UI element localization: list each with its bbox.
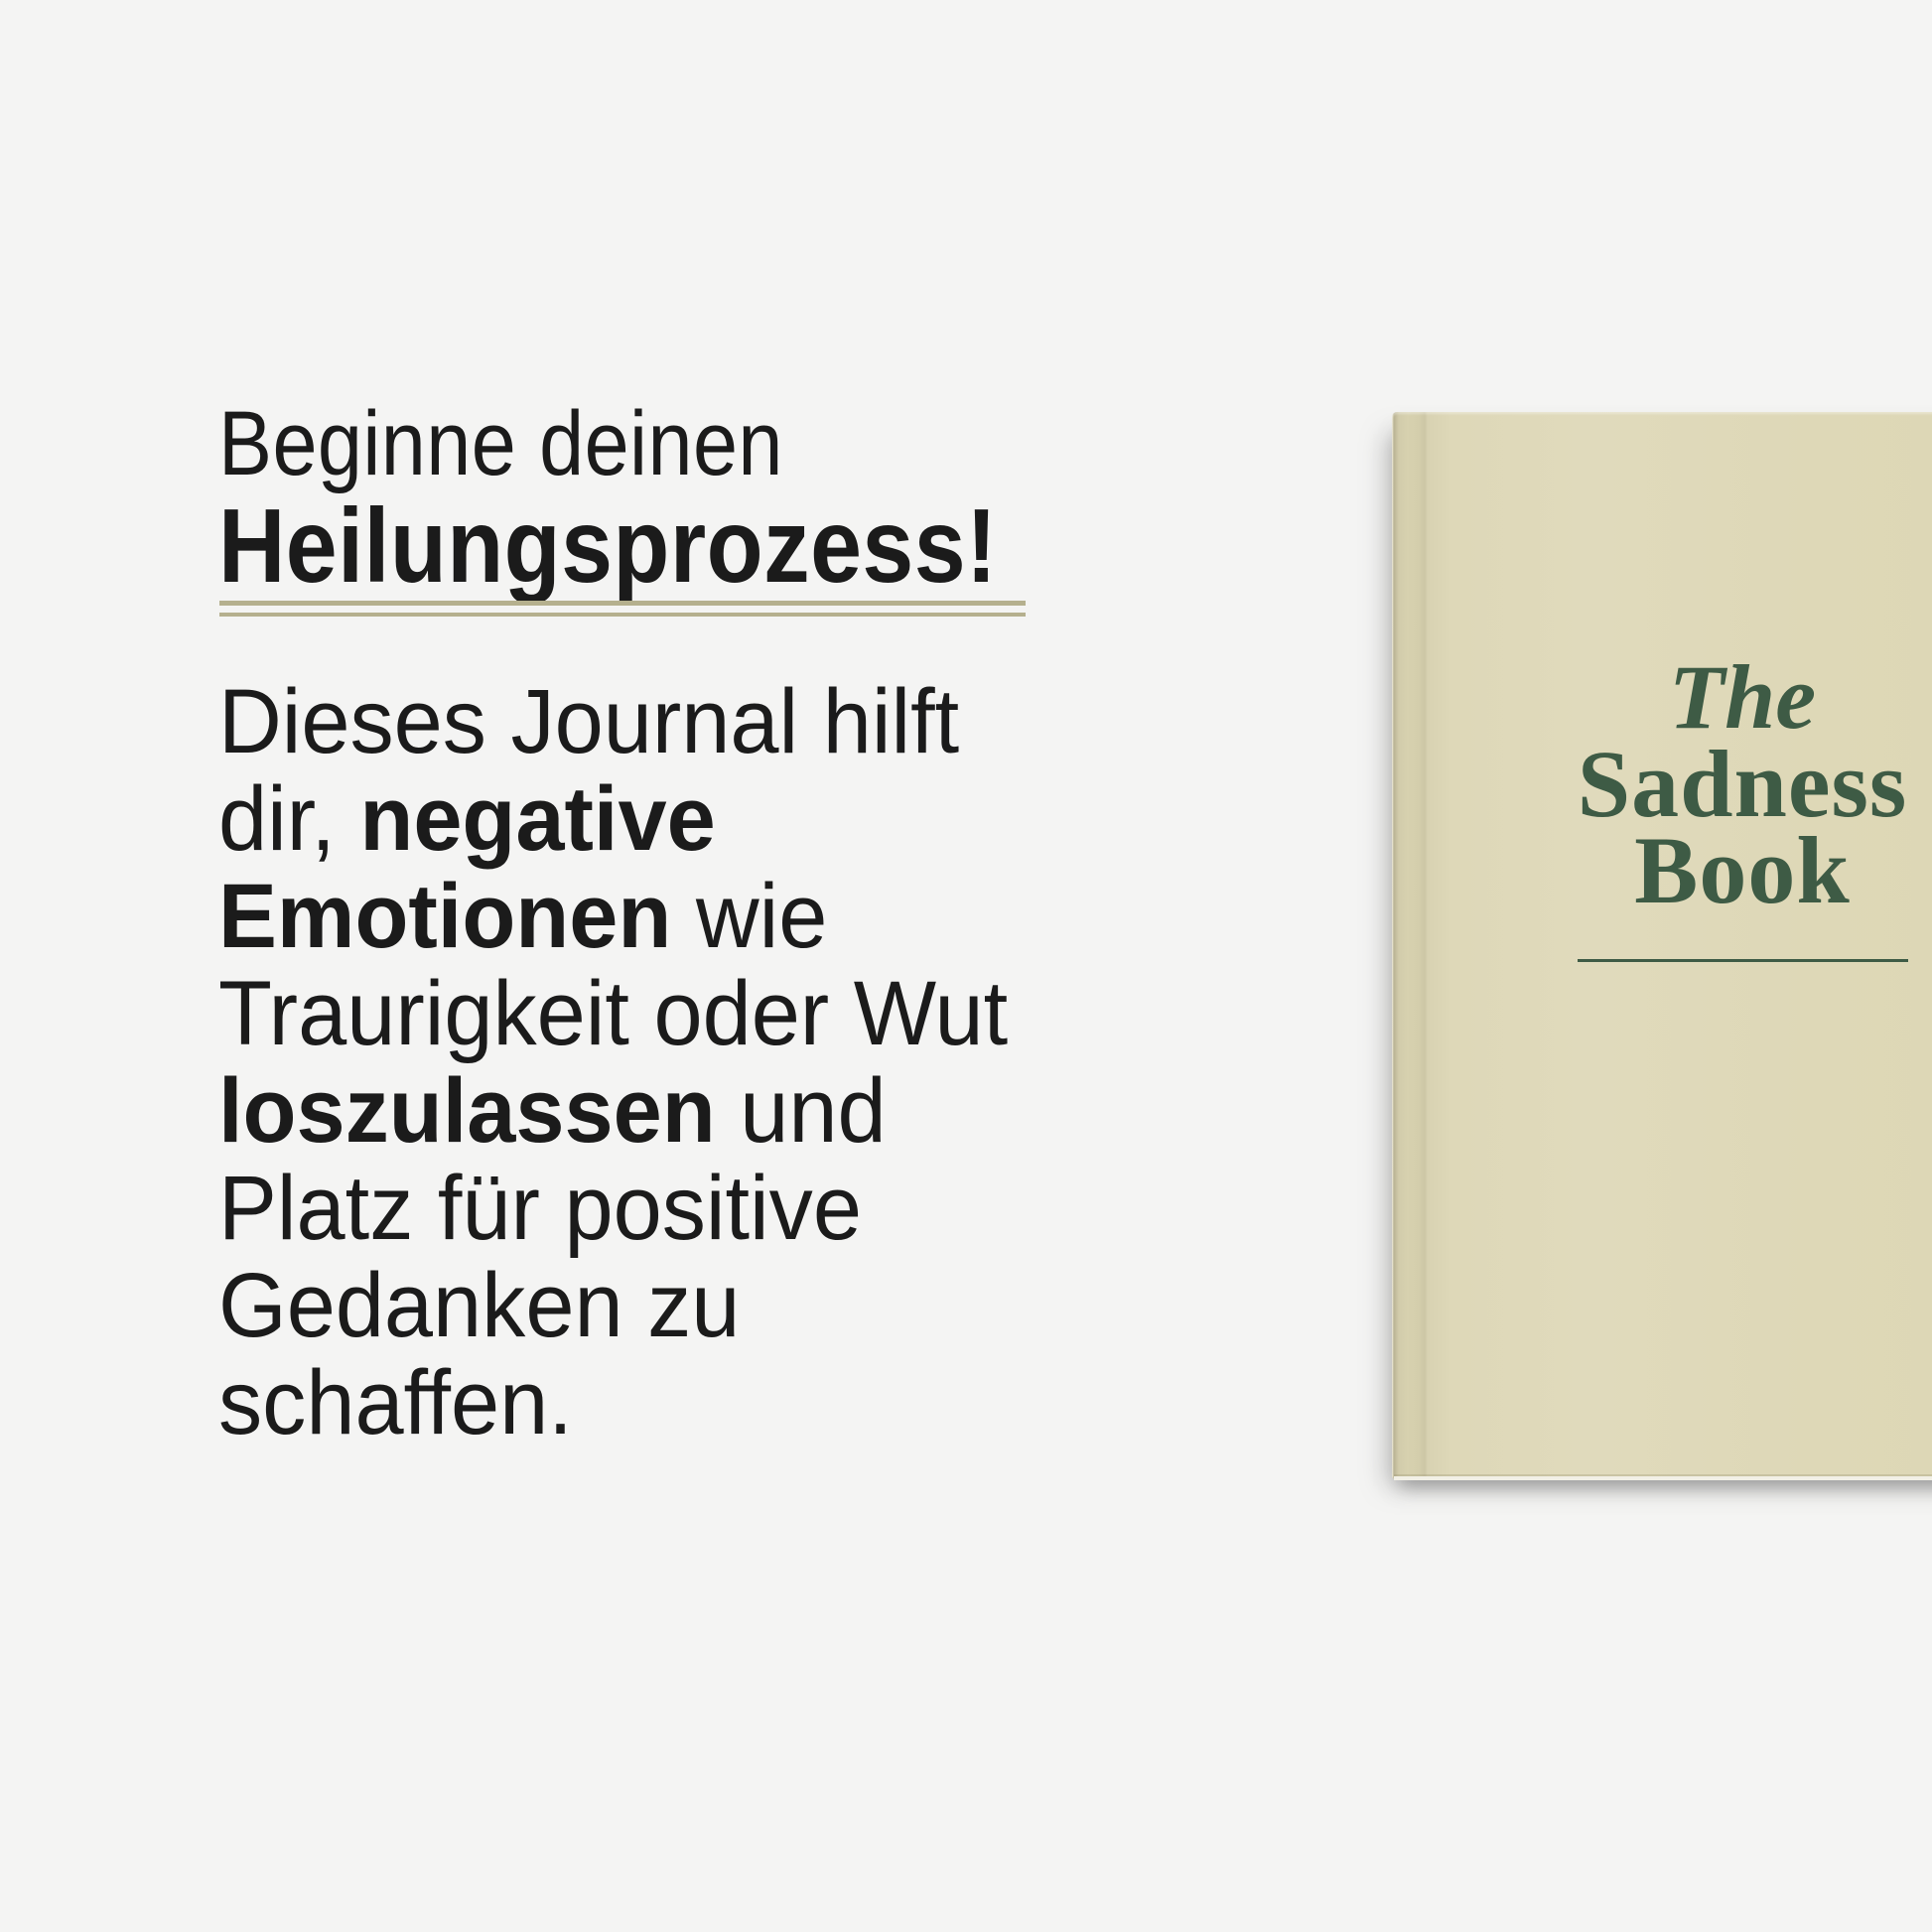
headline-line-2: Heilungsprozess! (218, 487, 998, 605)
headline (218, 393, 998, 605)
body-segment: und (715, 1060, 887, 1162)
book-page-edge (1394, 1476, 1932, 1480)
headline-line-1: Beginne deinen (218, 393, 783, 494)
book-cover (1392, 412, 1932, 1480)
headline-divider (219, 601, 1026, 617)
book-title (1425, 646, 1932, 923)
book-title-line-3: Book (1634, 817, 1851, 923)
book-title-line-1: The (1668, 646, 1817, 748)
book-cover-rule (1578, 959, 1908, 962)
body-segment: wie (671, 866, 828, 967)
body-segment: schaffen. (218, 1352, 573, 1453)
body-bold-segment: negative (359, 768, 716, 870)
body-segment: Gedanken zu (218, 1255, 741, 1356)
body-bold-segment: Emotionen (218, 866, 672, 967)
body-segment: dir, (218, 768, 360, 870)
body-segment: Platz für positive (218, 1158, 862, 1259)
body-bold-segment: loszulassen (218, 1060, 716, 1162)
book-title-line-2: Sadness (1577, 731, 1908, 837)
body-paragraph (218, 673, 1008, 1451)
body-segment: Dieses Journal hilft (218, 671, 960, 772)
body-segment: Traurigkeit oder Wut (218, 963, 1009, 1064)
